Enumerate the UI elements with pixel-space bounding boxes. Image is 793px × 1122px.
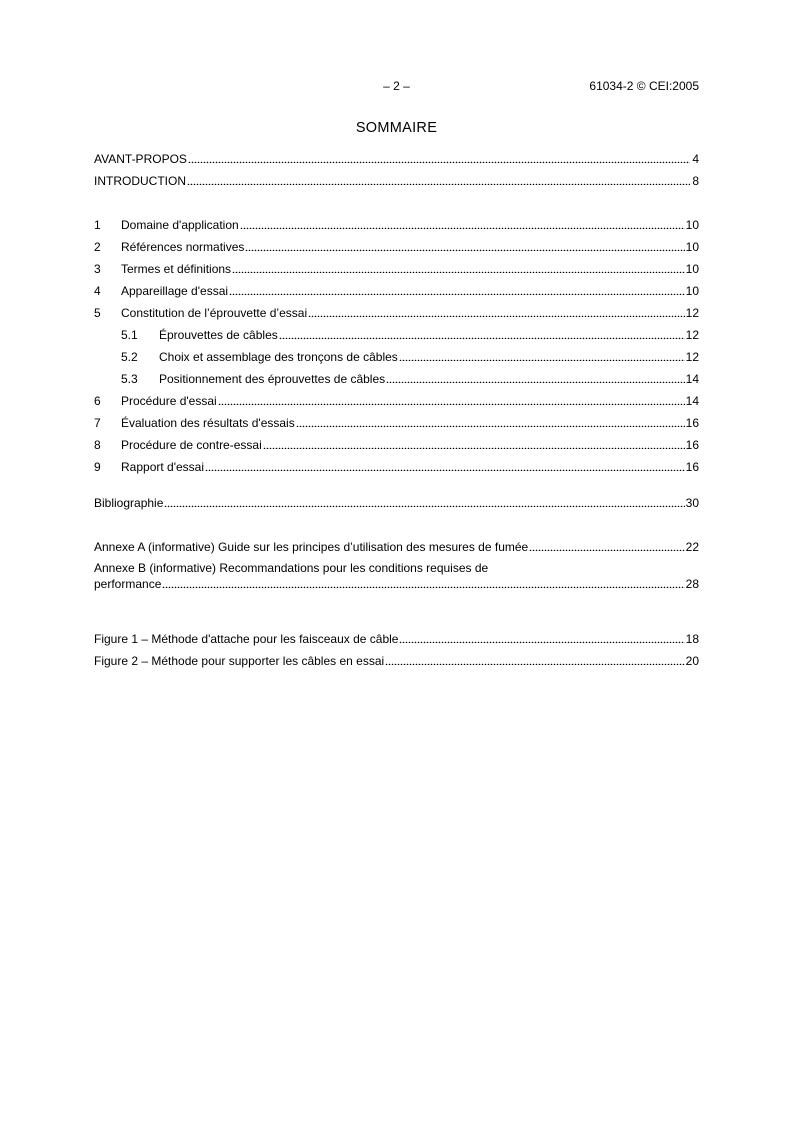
toc-section-page: 16 — [685, 416, 699, 430]
toc-subsection-number: 5.1 — [121, 328, 138, 342]
toc-figure-page: 20 — [685, 654, 699, 668]
toc-subsection-page: 14 — [685, 372, 699, 386]
toc-entry-page: 30 — [685, 496, 699, 510]
toc-entry-bibliography[interactable] — [94, 492, 699, 514]
toc-figure-page: 18 — [685, 632, 699, 646]
toc-section-label: Références normatives — [121, 240, 245, 254]
toc-subsection-entry[interactable] — [94, 346, 699, 368]
toc-section-number: 9 — [94, 460, 101, 474]
toc-figure-label: Figure 1 – Méthode d'attache pour les faisceaux de câble — [94, 632, 399, 646]
toc-section-entry[interactable] — [94, 214, 699, 236]
toc-section-number: 5 — [94, 306, 101, 320]
toc-section-page: 12 — [685, 306, 699, 320]
toc-entry-page: 4 — [692, 152, 699, 166]
toc-front — [94, 148, 699, 192]
toc-section-page: 14 — [685, 394, 699, 408]
toc-subsection-page: 12 — [685, 328, 699, 342]
toc-section-page: 16 — [685, 460, 699, 474]
dot-leader — [399, 631, 684, 643]
toc-section-label: Évaluation des résultats d'essais — [121, 416, 295, 430]
toc-section-number: 3 — [94, 262, 101, 276]
dot-leader — [205, 459, 685, 471]
dot-leader — [218, 393, 685, 405]
toc-section-page: 10 — [685, 218, 699, 232]
toc-subsection-label: Choix et assemblage des tronçons de câbles — [159, 350, 398, 364]
toc-section-number: 8 — [94, 438, 101, 452]
toc-entry-label: INTRODUCTION — [94, 174, 186, 188]
toc-section-label: Termes et définitions — [121, 262, 232, 276]
toc-entry-page: 8 — [692, 174, 699, 188]
dot-leader — [245, 239, 684, 251]
toc-section-entry[interactable] — [94, 302, 699, 324]
dot-leader — [263, 437, 685, 449]
toc-subsection-entry[interactable] — [94, 368, 699, 390]
dot-leader — [164, 495, 684, 507]
header-page-number: – 2 – — [383, 79, 410, 93]
dot-leader — [279, 327, 685, 339]
dot-leader — [399, 349, 685, 361]
toc-entry-label: Bibliographie — [94, 496, 164, 510]
dot-leader — [386, 371, 684, 383]
dot-leader — [188, 151, 690, 163]
toc-section-entry[interactable] — [94, 390, 699, 412]
dot-leader — [308, 305, 685, 317]
toc-annex-label-line2: performance — [94, 577, 162, 591]
toc-section-entry[interactable] — [94, 236, 699, 258]
dot-leader — [187, 173, 690, 185]
toc-section-page: 10 — [685, 284, 699, 298]
toc-section-entry[interactable] — [94, 280, 699, 302]
dot-leader — [296, 415, 685, 427]
toc-annex-entry[interactable] — [94, 560, 699, 592]
header-reference: 61034-2 © CEI:2005 — [589, 79, 699, 93]
toc-figure-entry[interactable] — [94, 650, 699, 672]
toc-section-number: 1 — [94, 218, 101, 232]
toc-section-label: Appareillage d'essai — [121, 284, 229, 298]
toc-figure-label: Figure 2 – Méthode pour supporter les câbles en essai — [94, 654, 385, 668]
toc-annex-label: Annexe A (informative) Guide sur les principes d’utilisation des mesures de fumée — [94, 540, 529, 554]
toc-section-entry[interactable] — [94, 434, 699, 456]
toc-subsection-entry[interactable] — [94, 324, 699, 346]
toc-section-page: 10 — [685, 262, 699, 276]
toc-section-label: Constitution de l’éprouvette d’essai — [121, 306, 308, 320]
dot-leader — [529, 539, 684, 551]
toc-figure-entry[interactable] — [94, 628, 699, 650]
toc-section-label: Procédure d'essai — [121, 394, 217, 408]
toc-annex-page: 28 — [685, 577, 699, 591]
toc-entry-label: AVANT-PROPOS — [94, 152, 187, 166]
toc-figures — [94, 628, 699, 672]
toc-subsection-label: Éprouvettes de câbles — [159, 328, 278, 342]
toc-section-number: 2 — [94, 240, 101, 254]
toc-annexes — [94, 536, 699, 592]
toc-section-entry[interactable] — [94, 258, 699, 280]
toc-section-label: Procédure de contre-essai — [121, 438, 262, 452]
toc-subsection-label: Positionnement des éprouvettes de câbles — [159, 372, 386, 386]
toc-section-entry[interactable] — [94, 456, 699, 478]
toc-section-page: 10 — [685, 240, 699, 254]
dot-leader — [240, 217, 685, 229]
toc-annex-entry[interactable] — [94, 536, 699, 558]
toc-section-number: 4 — [94, 284, 101, 298]
toc-subsection-page: 12 — [685, 350, 699, 364]
toc-section-label: Domaine d'application — [121, 218, 239, 232]
toc-subsection-number: 5.2 — [121, 350, 138, 364]
toc-section-entry[interactable] — [94, 412, 699, 434]
toc-annex-page: 22 — [685, 540, 699, 554]
toc-section-number: 6 — [94, 394, 101, 408]
toc-subsection-number: 5.3 — [121, 372, 138, 386]
toc-section-label: Rapport d'essai — [121, 460, 205, 474]
dot-leader — [232, 261, 685, 273]
dot-leader — [385, 653, 684, 665]
toc-annex-label-line1: Annexe B (informative) Recommandations pour les conditions requises de — [94, 561, 489, 575]
dot-leader — [229, 283, 685, 295]
toc-section-page: 16 — [685, 438, 699, 452]
toc-bibliography — [94, 492, 699, 514]
toc-section-number: 7 — [94, 416, 101, 430]
toc-entry-avant-propos[interactable] — [94, 148, 699, 170]
toc-sections — [94, 214, 699, 478]
dot-leader — [162, 576, 684, 588]
toc-entry-introduction[interactable] — [94, 170, 699, 192]
page-title: SOMMAIRE — [355, 120, 438, 136]
